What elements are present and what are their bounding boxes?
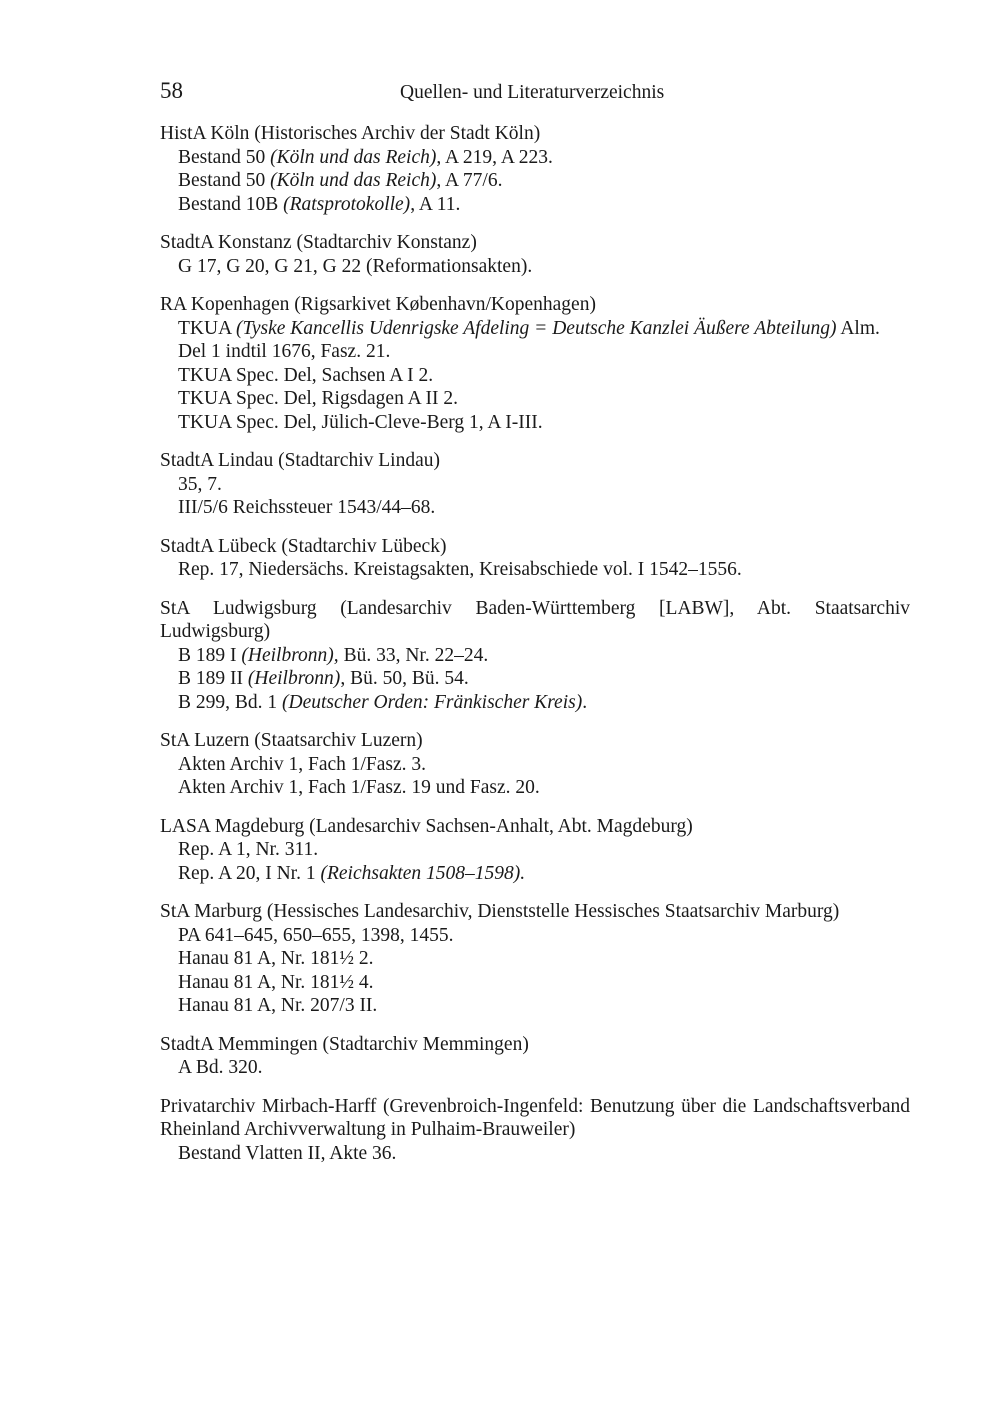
holding-line xyxy=(160,496,910,520)
holding-line xyxy=(160,994,910,1018)
archive-entry-title: StadtA Lindau (Stadtarchiv Lindau) xyxy=(160,450,440,471)
holding-line xyxy=(160,411,910,435)
holding-text-suffix: Bü. 33, Nr. 22–24. xyxy=(338,644,489,666)
holding-text: PA 641–645, 650–655, 1398, 1455. xyxy=(178,924,454,946)
archive-entry xyxy=(160,900,910,1018)
archive-entry-title: HistA Köln (Historisches Archiv der Stadt Köln) xyxy=(160,123,541,144)
holding-title-italic: (Deutscher Orden: Fränkischer Kreis) xyxy=(282,691,583,713)
holding-line xyxy=(160,193,910,217)
holding-title-italic: (Heilbronn), xyxy=(241,644,339,666)
holding-line xyxy=(160,255,910,279)
holding-line xyxy=(160,862,910,886)
holding-line xyxy=(160,317,910,341)
archive-entry-title: StA Marburg (Hessisches Landesarchiv, Dienststelle Hessisches Staatsarchiv Marburg) xyxy=(160,901,840,922)
holding-text: Hanau 81 A, Nr. 181½ 2. xyxy=(178,948,374,969)
archive-entry xyxy=(160,231,910,278)
holding-text-suffix: , Bü. 50, Bü. 54. xyxy=(340,668,469,689)
holding-line xyxy=(160,644,910,668)
archive-entry xyxy=(160,815,910,886)
archive-entry xyxy=(160,293,910,434)
holding-text-suffix: , A 77/6. xyxy=(436,170,503,191)
archive-entry xyxy=(160,1033,910,1080)
holding-line xyxy=(160,364,910,388)
archive-entry-title: RA Kopenhagen (Rigsarkivet København/Kopenhagen) xyxy=(160,294,596,315)
archive-list xyxy=(160,122,910,1180)
holding-title-italic: (Ratsprotokolle) xyxy=(283,193,411,215)
holding-text: G 17, G 20, G 21, G 22 (Reformationsakten). xyxy=(178,255,533,277)
archive-entry xyxy=(160,122,910,216)
holding-title-italic: (Köln und das Reich) xyxy=(270,146,437,168)
archive-entry-title: StadtA Konstanz (Stadtarchiv Konstanz) xyxy=(160,232,477,253)
holding-text: A Bd. 320. xyxy=(178,1057,263,1078)
holding-text: B 299, Bd. 1 xyxy=(178,691,283,713)
holding-line xyxy=(160,558,910,582)
holding-line xyxy=(160,146,910,170)
archive-entry-title: StadtA Lübeck (Stadtarchiv Lübeck) xyxy=(160,535,447,557)
page-header xyxy=(160,76,910,108)
archive-entry xyxy=(160,1095,910,1166)
holding-text: Bestand 50 xyxy=(178,146,271,168)
holding-line xyxy=(160,1142,910,1166)
holding-text-suffix: Alm. xyxy=(836,317,880,339)
holding-text: TKUA Spec. Del, Jülich-Cleve-Berg 1, A I-III. xyxy=(178,411,543,433)
holding-line xyxy=(160,340,910,364)
running-head: Quellen- und Literaturverzeichnis xyxy=(400,82,665,103)
holding-text: B 189 II xyxy=(178,668,248,689)
holding-text: Bestand 10B xyxy=(178,193,284,215)
holding-text: Rep. A 20, I Nr. 1 xyxy=(178,862,321,884)
holding-text: TKUA Spec. Del, Rigsdagen A II 2. xyxy=(178,388,459,409)
archive-entry-title: StA Luzern (Staatsarchiv Luzern) xyxy=(160,730,423,751)
holding-text: Bestand Vlatten II, Akte 36. xyxy=(178,1142,397,1164)
holding-text: 35, 7. xyxy=(178,473,222,495)
holding-line xyxy=(160,691,910,715)
holding-text-suffix: . xyxy=(582,691,588,713)
archive-entry xyxy=(160,535,910,582)
holding-line xyxy=(160,473,910,497)
holding-line xyxy=(160,776,910,800)
holding-line xyxy=(160,838,910,862)
holding-title-italic: (Köln und das Reich) xyxy=(270,170,437,191)
holding-text: TKUA Spec. Del, Sachsen A I 2. xyxy=(178,364,434,386)
holding-text: Bestand 50 xyxy=(178,170,271,191)
holding-text: B 189 I xyxy=(178,644,242,666)
holding-line xyxy=(160,947,910,971)
holding-line xyxy=(160,387,910,411)
archive-entry-title: StA Ludwigsburg (Landesarchiv Baden-Württemberg [LABW], Abt. Staatsarchiv Ludwigsburg) xyxy=(160,597,910,642)
archive-entry-title: LASA Magdeburg (Landesarchiv Sachsen-Anhalt, Abt. Magdeburg) xyxy=(160,815,693,837)
holding-text: Rep. A 1, Nr. 311. xyxy=(178,839,319,860)
holding-line xyxy=(160,924,910,948)
holding-title-italic: (Reichsakten 1508–1598). xyxy=(320,862,526,884)
holding-text: III/5/6 Reichssteuer 1543/44–68. xyxy=(178,497,436,518)
holding-line xyxy=(160,169,910,193)
holding-line xyxy=(160,753,910,777)
holding-line xyxy=(160,971,910,995)
holding-text: Akten Archiv 1, Fach 1/Fasz. 19 und Fasz. 20. xyxy=(178,777,540,798)
holding-text: Hanau 81 A, Nr. 207/3 II. xyxy=(178,995,378,1016)
holding-text: Del 1 indtil 1676, Fasz. 21. xyxy=(178,341,391,362)
holding-text-suffix: , A 219, A 223. xyxy=(436,146,553,168)
holding-text: Rep. 17, Niedersächs. Kreistagsakten, Kreisabschiede vol. I 1542–1556. xyxy=(178,559,742,580)
holding-text: Hanau 81 A, Nr. 181½ 4. xyxy=(178,971,374,993)
archive-entry xyxy=(160,449,910,520)
archive-entry-title: Privatarchiv Mirbach-Harff (Grevenbroich-Ingenfeld: Benutzung über die Landschaftsverband Rheinland Archivverwaltung in Pulhaim-Brauweiler) xyxy=(160,1095,910,1140)
page-number: 58 xyxy=(160,78,183,103)
holding-text: TKUA xyxy=(178,317,236,339)
holding-line xyxy=(160,667,910,691)
holding-title-italic: (Heilbronn) xyxy=(247,668,341,689)
holding-line xyxy=(160,1056,910,1080)
archive-entry xyxy=(160,729,910,800)
holding-text: Akten Archiv 1, Fach 1/Fasz. 3. xyxy=(178,753,427,775)
archive-entry-title: StadtA Memmingen (Stadtarchiv Memmingen) xyxy=(160,1033,529,1055)
archive-entry xyxy=(160,597,910,715)
holding-text-suffix: , A 11. xyxy=(410,193,461,215)
holding-title-italic: (Tyske Kancellis Udenrigske Afdeling = Deutsche Kanzlei Äußere Abteilung) xyxy=(235,317,837,339)
